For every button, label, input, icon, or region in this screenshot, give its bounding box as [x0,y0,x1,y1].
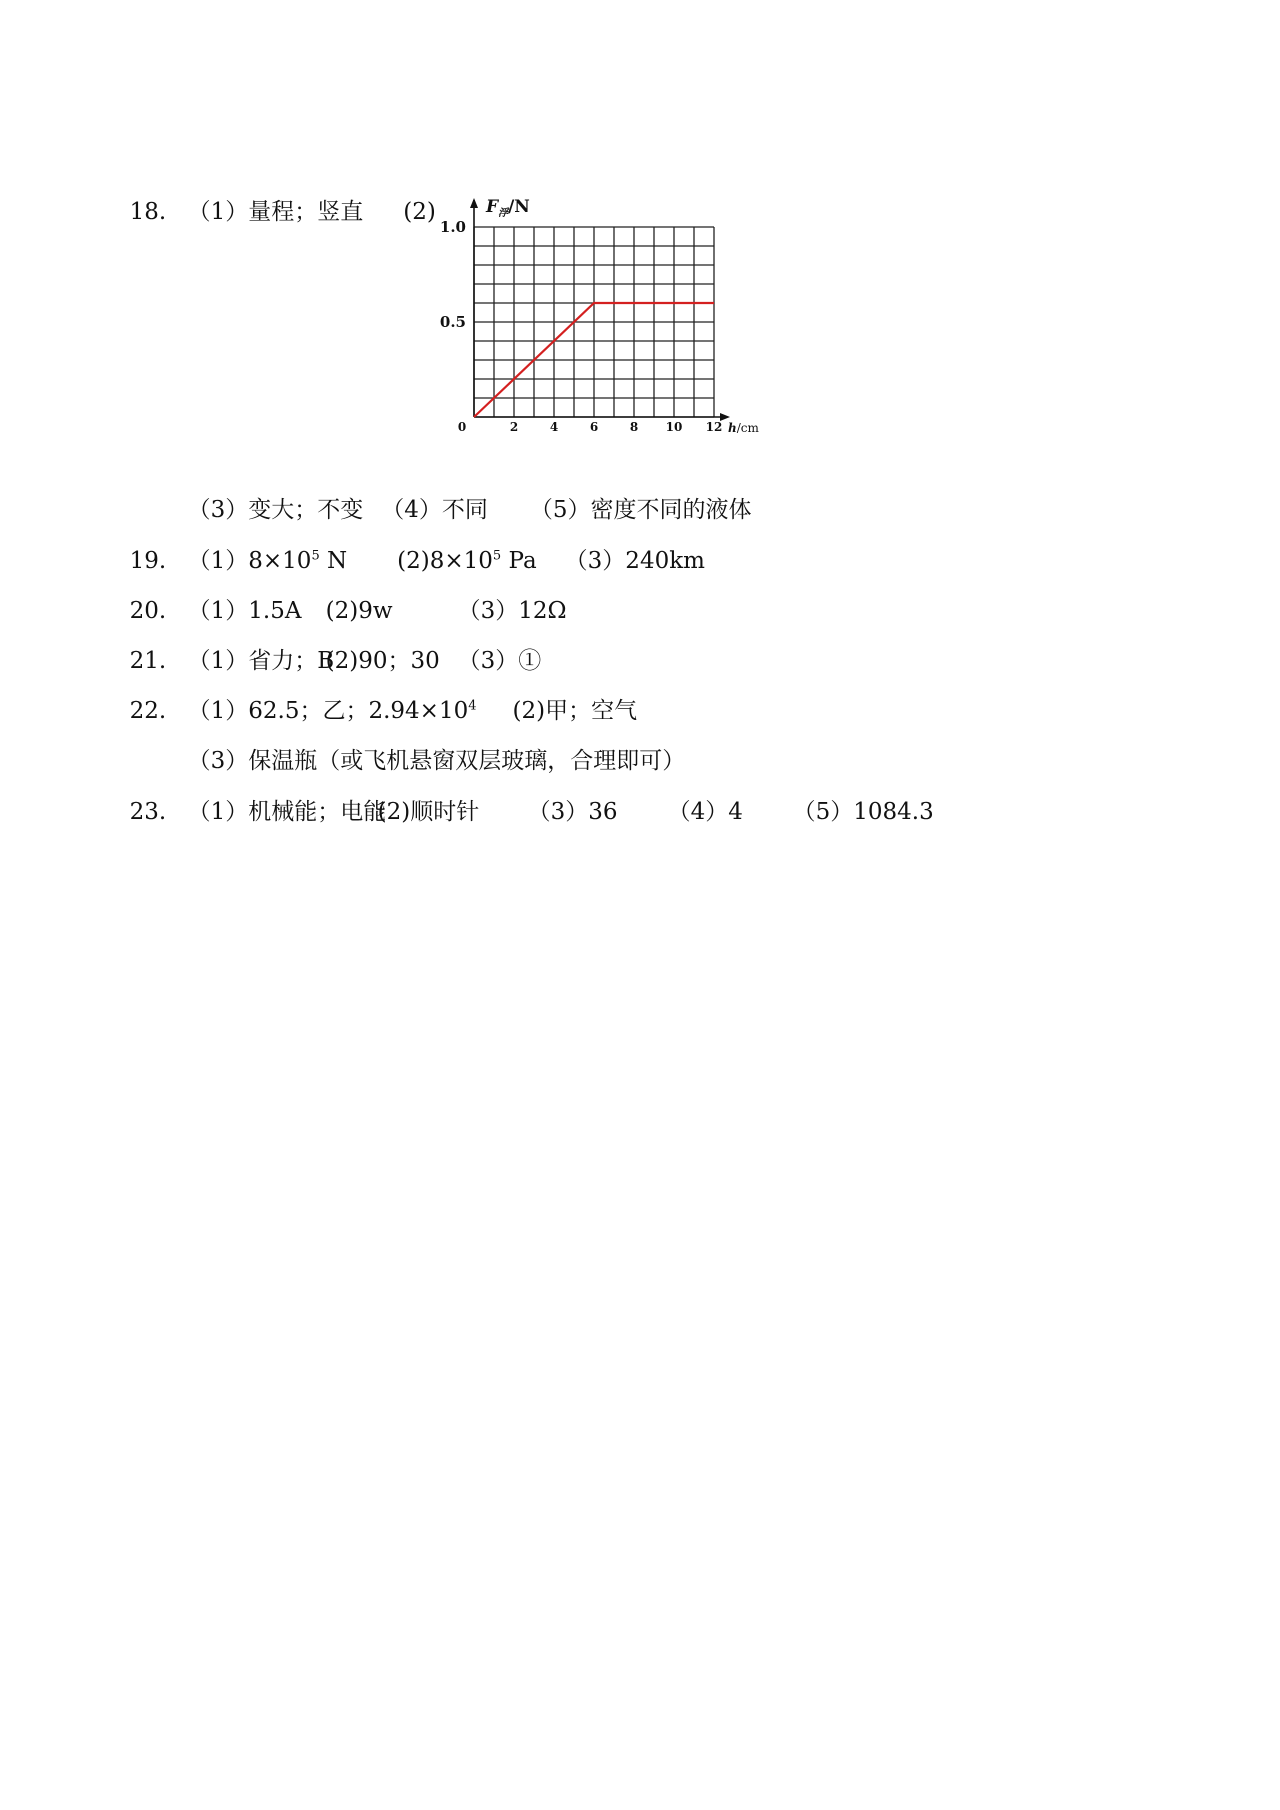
answer-part-1: （1）62.5；乙；$2.94\times 10^4$ [187,698,477,724]
answer-part-4: （4）不同 [381,497,488,523]
question-number: 23. [129,799,167,825]
answer-part-3: （3）变大；不变 [187,497,364,523]
question-number: 19. [129,548,167,574]
y-tick-label: 1.0 [439,218,466,236]
question-number: 22. [129,698,167,724]
answer-part-3: （3）12Ω [457,598,567,624]
answer-part-5: （5）密度不同的液体 [529,497,752,523]
answer-part-2: (2)9w [325,598,393,624]
x-tick-label: 6 [589,420,599,434]
answer-part-2: (2)甲；空气 [512,698,638,724]
answer-part-2: (2)顺时针 [377,799,480,825]
answer-part-4: （4）4 [667,799,743,825]
answer-23 [115,767,934,827]
answer-part-1: （1）1.5A [187,598,302,624]
question-number: 18. [129,199,167,225]
answer-part-2: $(2)8\times 10^5$ Pa [397,548,537,574]
x-tick-label: 12 [705,420,723,434]
answer-part-1: （1）省力；B [187,648,335,674]
x-tick-label: 2 [509,420,519,434]
chart-grid [474,227,714,417]
x-axis-label: h/cm [728,421,759,435]
x-tick-label: 10 [665,420,683,434]
answer-part-1: $(1)8\times 10^5$ N [187,548,348,574]
answer-part-2: (2) [403,199,436,225]
answer-18 [115,167,436,227]
chart-axes [470,198,730,421]
answer-part-2: (2)90；30 [325,648,440,674]
answer-part-3: （3）保温瓶（或飞机悬窗双层玻璃，合理即可） [187,748,686,774]
x-tick-label: 4 [549,420,559,434]
y-axis-label: $F_浮/N$ [486,197,530,219]
y-axis-arrow [470,198,478,208]
answer-part-3: （3）① [457,648,542,674]
answer-part-5: （5）1084.3 [792,799,934,825]
chart-ticks [440,218,722,434]
x-tick-label: 8 [629,420,639,434]
answer-part-3: （3）240km [564,548,705,574]
x-tick-label: 0 [457,420,467,434]
question-number: 20. [129,598,167,624]
answer-part-1: （1）量程；竖直 [187,199,364,225]
answer-part-1: （1）机械能；电能 [187,799,387,825]
y-tick-label: 0.5 [439,313,466,331]
question-number: 21. [129,648,167,674]
answer-part-3: （3）36 [527,799,618,825]
buoyancy-chart [430,192,790,442]
